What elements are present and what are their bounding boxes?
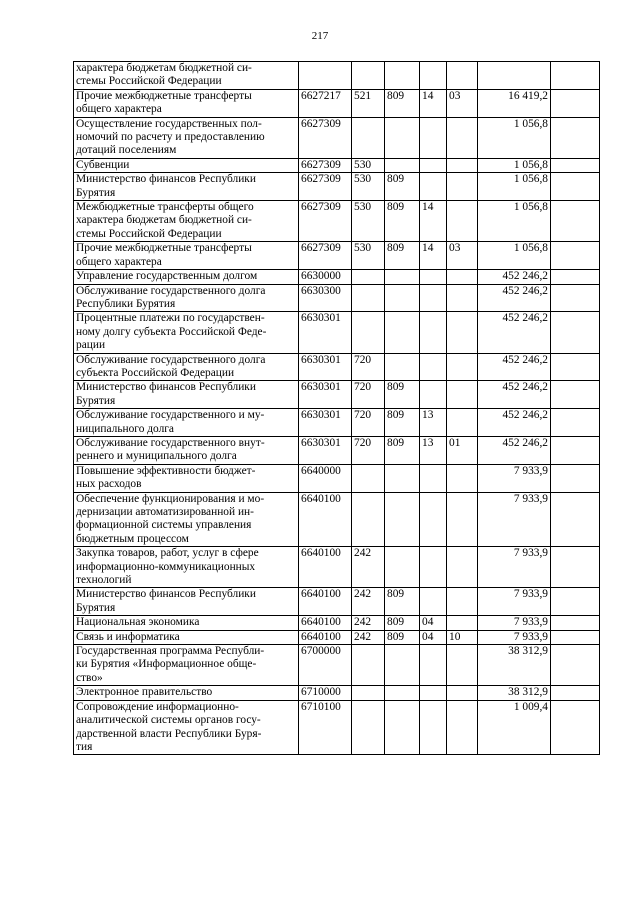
cell-subsection [447,353,478,381]
cell-expense-type: 720 [352,436,385,464]
budget-table [73,61,600,755]
cell-subsection [447,547,478,588]
cell-empty [551,270,600,284]
cell-subsection [447,312,478,353]
table-row [74,284,600,312]
table-row [74,588,600,616]
table-row [74,201,600,242]
cell-empty [551,89,600,117]
cell-subsection [447,173,478,201]
cell-expense-type [352,645,385,686]
cell-empty [551,492,600,547]
cell-empty [551,409,600,437]
cell-section [420,700,447,755]
table-row [74,409,600,437]
cell-ministry: 809 [385,201,420,242]
cell-expense-type [352,62,385,90]
cell-section [420,117,447,158]
table-row [74,616,600,630]
cell-target-article: 6630301 [299,381,352,409]
cell-ministry [385,62,420,90]
cell-amount [478,62,551,90]
cell-amount: 38 312,9 [478,686,551,700]
cell-section [420,492,447,547]
cell-empty [551,173,600,201]
cell-ministry [385,312,420,353]
cell-name: Повышение эффективности бюджет- ных расходов [74,464,299,492]
cell-section [420,381,447,409]
cell-name: Электронное правительство [74,686,299,700]
cell-ministry [385,547,420,588]
table-row [74,700,600,755]
cell-ministry [385,492,420,547]
cell-amount: 452 246,2 [478,353,551,381]
cell-target-article: 6627309 [299,242,352,270]
cell-target-article: 6630301 [299,409,352,437]
cell-subsection [447,645,478,686]
cell-name: Национальная экономика [74,616,299,630]
cell-empty [551,686,600,700]
cell-amount: 452 246,2 [478,436,551,464]
cell-amount: 38 312,9 [478,645,551,686]
cell-section [420,686,447,700]
cell-ministry: 809 [385,242,420,270]
cell-target-article: 6700000 [299,645,352,686]
page-number: 217 [311,30,329,42]
table-row [74,242,600,270]
cell-target-article: 6627309 [299,158,352,172]
cell-name: Государственная программа Республи- ки Бурятия «Информационное обще- ство» [74,645,299,686]
cell-subsection [447,284,478,312]
cell-name: Обслуживание государственного и му- ниципального долга [74,409,299,437]
cell-target-article: 6630301 [299,312,352,353]
cell-empty [551,436,600,464]
cell-ministry: 809 [385,630,420,644]
cell-empty [551,616,600,630]
cell-target-article: 6640100 [299,547,352,588]
cell-amount: 1 009,4 [478,700,551,755]
cell-ministry [385,645,420,686]
cell-name: характера бюджетам бюджетной си- стемы Российской Федерации [74,62,299,90]
cell-amount: 452 246,2 [478,312,551,353]
cell-amount: 1 056,8 [478,158,551,172]
table-row [74,62,600,90]
cell-amount: 1 056,8 [478,117,551,158]
cell-subsection: 10 [447,630,478,644]
cell-name: Закупка товаров, работ, услуг в сфере информационно-коммуникационных технологий [74,547,299,588]
cell-expense-type [352,492,385,547]
cell-subsection [447,62,478,90]
cell-amount: 7 933,9 [478,547,551,588]
cell-name: Процентные платежи по государствен- ному долгу субъекта Российской Феде- рации [74,312,299,353]
cell-ministry [385,353,420,381]
cell-ministry [385,117,420,158]
cell-name: Прочие межбюджетные трансферты общего характера [74,242,299,270]
cell-section [420,464,447,492]
cell-name: Обслуживание государственного долга Республики Бурятия [74,284,299,312]
cell-ministry [385,158,420,172]
cell-subsection [447,700,478,755]
cell-subsection [447,201,478,242]
cell-subsection [447,117,478,158]
table-row [74,89,600,117]
budget-table-body [74,62,600,755]
cell-section: 04 [420,630,447,644]
cell-target-article: 6640100 [299,630,352,644]
cell-empty [551,62,600,90]
cell-name: Обеспечение функционирования и мо- дернизации автоматизированной ин- формационной системы управления бюджетным процессом [74,492,299,547]
cell-expense-type [352,464,385,492]
cell-ministry [385,700,420,755]
cell-expense-type: 521 [352,89,385,117]
cell-name: Осуществление государственных пол- номочий по расчету и предоставлению дотаций поселениям [74,117,299,158]
cell-amount: 1 056,8 [478,201,551,242]
table-row [74,630,600,644]
cell-empty [551,312,600,353]
cell-amount: 16 419,2 [478,89,551,117]
cell-ministry: 809 [385,409,420,437]
cell-empty [551,381,600,409]
cell-section [420,270,447,284]
table-row [74,436,600,464]
cell-expense-type: 242 [352,616,385,630]
cell-ministry [385,464,420,492]
cell-subsection: 01 [447,436,478,464]
cell-subsection [447,409,478,437]
table-row [74,173,600,201]
cell-empty [551,201,600,242]
cell-target-article: 6630000 [299,270,352,284]
cell-section [420,353,447,381]
cell-amount: 452 246,2 [478,284,551,312]
cell-section [420,547,447,588]
table-row [74,464,600,492]
cell-section [420,588,447,616]
cell-subsection [447,158,478,172]
cell-amount: 1 056,8 [478,173,551,201]
cell-section [420,645,447,686]
cell-empty [551,700,600,755]
table-row [74,645,600,686]
cell-section: 04 [420,616,447,630]
cell-target-article: 6640000 [299,464,352,492]
table-row [74,270,600,284]
cell-expense-type [352,686,385,700]
cell-expense-type: 242 [352,630,385,644]
cell-ministry: 809 [385,616,420,630]
cell-empty [551,645,600,686]
cell-ministry: 809 [385,588,420,616]
cell-target-article: 6630300 [299,284,352,312]
cell-ministry: 809 [385,381,420,409]
cell-expense-type: 720 [352,381,385,409]
cell-target-article: 6627309 [299,173,352,201]
cell-section [420,62,447,90]
cell-ministry [385,686,420,700]
cell-section [420,312,447,353]
cell-section [420,158,447,172]
cell-ministry: 809 [385,173,420,201]
cell-target-article: 6640100 [299,616,352,630]
cell-empty [551,588,600,616]
table-row [74,158,600,172]
cell-amount: 7 933,9 [478,492,551,547]
cell-target-article: 6710100 [299,700,352,755]
cell-section [420,284,447,312]
cell-name: Сопровождение информационно- аналитической системы органов госу- дарственной власти Республики Буря- тия [74,700,299,755]
cell-amount: 452 246,2 [478,270,551,284]
cell-expense-type: 242 [352,588,385,616]
table-row [74,381,600,409]
cell-section: 14 [420,201,447,242]
cell-name: Министерство финансов Республики Бурятия [74,588,299,616]
cell-amount: 7 933,9 [478,616,551,630]
cell-section: 14 [420,242,447,270]
cell-target-article: 6640100 [299,492,352,547]
cell-expense-type: 530 [352,242,385,270]
cell-target-article [299,62,352,90]
cell-expense-type [352,117,385,158]
cell-subsection [447,270,478,284]
cell-target-article: 6627217 [299,89,352,117]
cell-expense-type [352,270,385,284]
cell-section: 13 [420,436,447,464]
cell-name: Прочие межбюджетные трансферты общего характера [74,89,299,117]
cell-amount: 452 246,2 [478,409,551,437]
cell-ministry: 809 [385,89,420,117]
cell-expense-type [352,700,385,755]
table-row [74,492,600,547]
cell-amount: 1 056,8 [478,242,551,270]
cell-subsection: 03 [447,89,478,117]
cell-empty [551,464,600,492]
cell-ministry [385,284,420,312]
cell-amount: 7 933,9 [478,464,551,492]
cell-empty [551,353,600,381]
cell-target-article: 6630301 [299,436,352,464]
cell-subsection [447,686,478,700]
cell-name: Управление государственным долгом [74,270,299,284]
cell-name: Связь и информатика [74,630,299,644]
cell-target-article: 6627309 [299,201,352,242]
table-row [74,547,600,588]
cell-target-article: 6640100 [299,588,352,616]
table-row [74,312,600,353]
cell-subsection: 03 [447,242,478,270]
cell-target-article: 6630301 [299,353,352,381]
cell-expense-type: 530 [352,158,385,172]
cell-expense-type: 720 [352,409,385,437]
cell-name: Министерство финансов Республики Бурятия [74,173,299,201]
cell-subsection [447,381,478,409]
cell-amount: 7 933,9 [478,630,551,644]
cell-empty [551,242,600,270]
cell-subsection [447,588,478,616]
cell-amount: 7 933,9 [478,588,551,616]
cell-name: Обслуживание государственного внут- реннего и муниципального долга [74,436,299,464]
table-row [74,353,600,381]
cell-empty [551,158,600,172]
cell-expense-type: 530 [352,173,385,201]
cell-empty [551,117,600,158]
cell-ministry [385,270,420,284]
cell-section: 14 [420,89,447,117]
cell-empty [551,547,600,588]
cell-empty [551,630,600,644]
cell-expense-type [352,312,385,353]
table-row [74,117,600,158]
cell-name: Министерство финансов Республики Бурятия [74,381,299,409]
cell-name: Субвенции [74,158,299,172]
cell-ministry: 809 [385,436,420,464]
cell-target-article: 6710000 [299,686,352,700]
cell-expense-type: 720 [352,353,385,381]
cell-name: Межбюджетные трансферты общего характера бюджетам бюджетной си- стемы Российской Федерации [74,201,299,242]
cell-empty [551,284,600,312]
cell-amount: 452 246,2 [478,381,551,409]
cell-section: 13 [420,409,447,437]
cell-subsection [447,464,478,492]
cell-expense-type: 242 [352,547,385,588]
cell-expense-type [352,284,385,312]
cell-subsection [447,616,478,630]
cell-section [420,173,447,201]
cell-subsection [447,492,478,547]
table-row [74,686,600,700]
cell-target-article: 6627309 [299,117,352,158]
cell-name: Обслуживание государственного долга субъекта Российской Федерации [74,353,299,381]
cell-expense-type: 530 [352,201,385,242]
